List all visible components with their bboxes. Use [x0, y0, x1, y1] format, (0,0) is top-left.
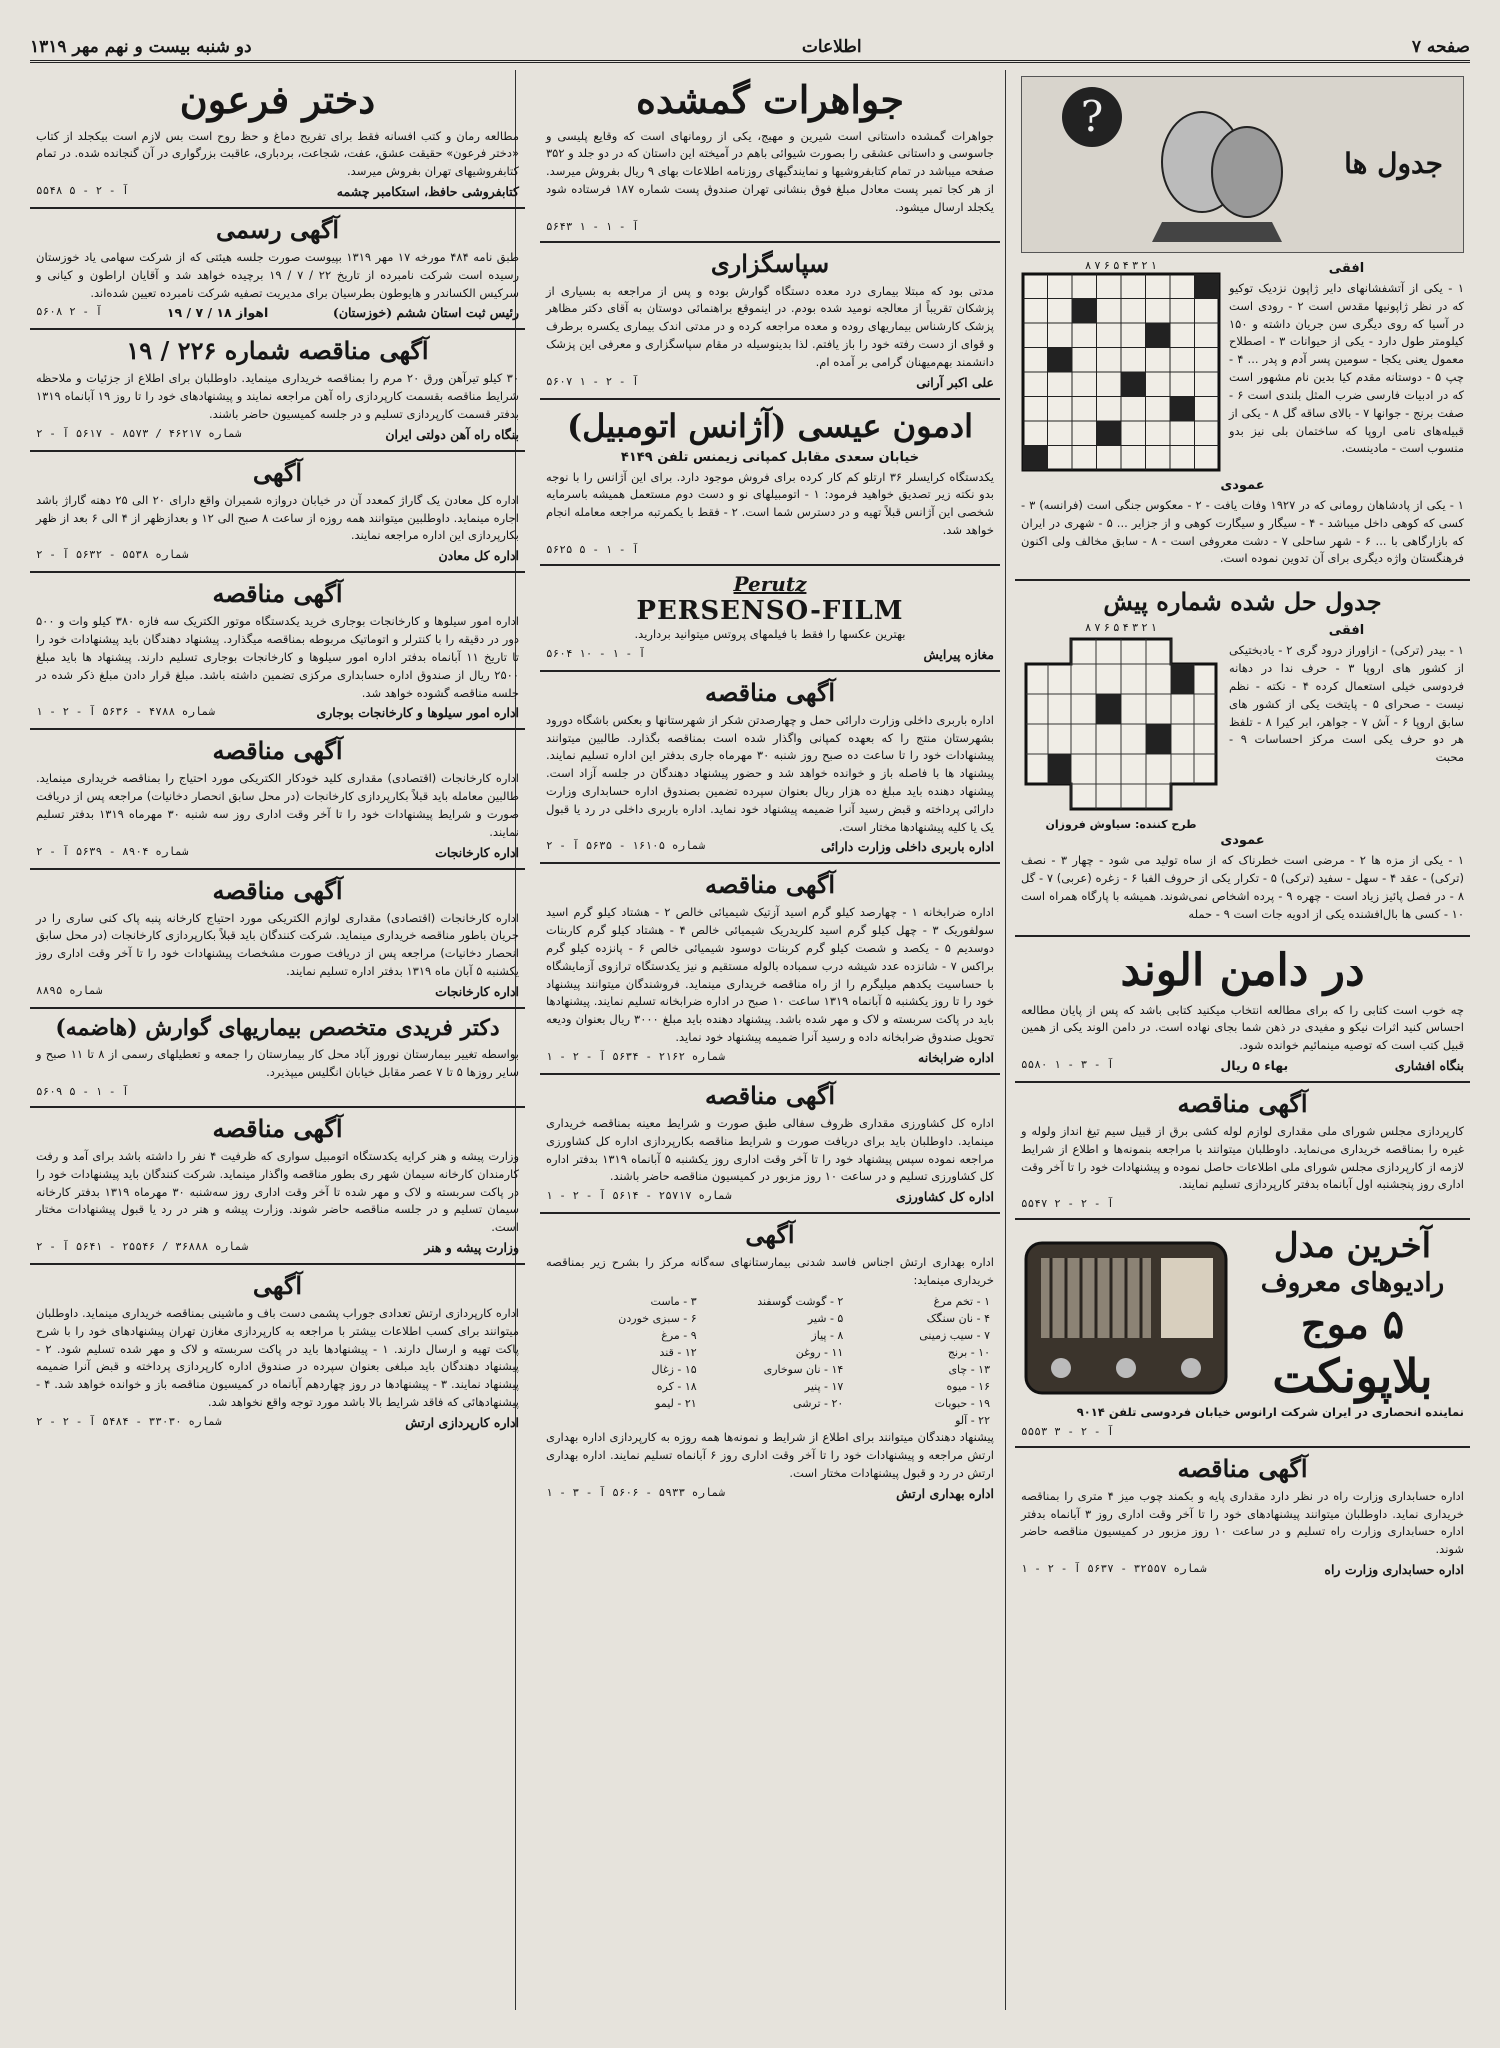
pharaoh-ad [30, 70, 525, 209]
army-procurement-code: شماره ۳۳۰۳۰ - ۵۴۸۴ آ - ۲ - ۲ [36, 1414, 222, 1428]
list-item: ۲۰ - ترشی [793, 1397, 844, 1411]
crossword-grid [1021, 272, 1221, 472]
official-notice-issuer: رئیس ثبت استان ششم (خوزستان) [332, 305, 519, 321]
trade-tender-issuer: وزارت پیشه و هنر [424, 1240, 519, 1255]
army-notice-ad [540, 1214, 1000, 1508]
grid-column-numbers: ۸ ۷ ۶ ۵ ۴ ۳ ۲ ۱ [1085, 259, 1157, 272]
persenso-logo: PERSENSO-FILM [636, 595, 904, 626]
solution-across: ۱ - بیدر (ترکی) - ازاوراز درود گری ۲ - یادبختیکی از کشور های اروپا ۳ - حرف ندا در دهانه فردوسی خیلی استعمال کرده ۴ - نکته - نظم نیست - صحرای ۵ - پایتخت یکی از کشور های سابق اروپا ۶ - آش ۷ - جواهر، ابر کیرا ۸ - تلفظ هر دو حرف یکی است مرکز احساسات ۹ - محبت [1229, 643, 1464, 765]
jewels-ad [540, 70, 1000, 243]
radio-line-1: آخرین مدل [1273, 1226, 1432, 1267]
list-item: ۱ - تخم مرغ [933, 1294, 990, 1308]
silo-tender-issuer: اداره امور سیلوها و کارخانجات بوجاری [316, 705, 519, 721]
agri-tender-title: آگهی مناقصه [704, 1080, 836, 1110]
army-procurement-issuer: اداره کارپردازی ارتش [405, 1414, 519, 1430]
mines-notice-title: آگهی [252, 457, 303, 487]
persenso-body: بهترین عکسها را فقط با فیلمهای پروتس میتوانید بردارید. [634, 626, 906, 641]
army-notice-issuer: اداره بهداری ارتش [896, 1485, 994, 1501]
mines-notice-ad [30, 452, 525, 573]
masthead [30, 34, 1470, 63]
official-notice-place: اهواز ۱۸ / ۷ / ۱۹ [166, 305, 269, 321]
radio-ad [1015, 1220, 1470, 1448]
thanks-signature: علی اکبر آرانی [916, 374, 994, 390]
radio-set-icon [1021, 1233, 1231, 1398]
list-item: ۱۷ - پنیر [804, 1379, 844, 1393]
mint-tender-issuer: اداره ضرابخانه [918, 1049, 994, 1065]
majlis-tender-ad [1015, 1083, 1470, 1220]
list-item: ۷ - سیب زمینی [919, 1328, 990, 1342]
factories-tender-issuer-1: اداره کارخانجات [435, 844, 519, 860]
list-item: ۶ - سبزی خوردن [618, 1311, 697, 1325]
jewels-body: جواهرات گمشده داستانی است شیرین و مهیج، یکی از رومانهای است که وقایع پلیسی و جاسوسی و داستانی عشقی را بصورت شیوائی باهم در آمیخته این داستان که در دو جلد و ۳۵۲ صفحه میباشد در تمام کتابفروشیها و نمایندگیهای روزنامه اطلاعات بهای ۹ ریال بفروش میرسد. از هر کجا تمبر پست معادل مبلغ فوق بنشانی تهران صندوق پست شماره ۱۸۷ فرستاده شود یکجلد ارسال میشود. [546, 128, 994, 214]
road-tender-ad [1015, 1448, 1470, 1585]
agri-tender-ad [540, 1075, 1000, 1214]
edmond-body: یکدستگاه کرایسلر ۳۶ ارتلو کم کار کرده برای فروش موجود دارد. برای این آژانس را با نوجه بدو نکته زیر تصدیق خواهید فرمود: ۱ - اتومبیلهای نو و دست دوم مستعمل همیشه باسرمایه شخصی این آژانس قبلاً تهیه و در دسترس شما است. ۲ - فقط با یکمرتبه مراجعه معامله انجام خواهد شد. [546, 469, 994, 538]
trade-tender-code: شماره ۳۶۸۸۸ / ۲۵۵۴۶ - ۵۶۴۱ آ - ۲ [36, 1240, 248, 1253]
persenso-ad [540, 566, 1000, 672]
majlis-tender-body: کارپردازی مجلس شورای ملی مقداری لوازم لوله کشی برق از قبیل سیم تیغ انداز ولوله و غیره را بمناقصه خریداری می‌نماید. داوطلبان میتوانند با مراجعه بنمونه‌ها و اطلاع از شرایط لازمه از کارپردازی مجلس شورای ملی اطلاعات حاصل نموده و پیشنهادات خود را تا آخر وقت اداری روز پنجشنبه اول آبانماه بدفتر کارپردازی تسلیم نمایند. [1021, 1123, 1464, 1192]
alvand-price: بهاء ۵ ریال [1220, 1057, 1289, 1073]
radio-brand: بلاپونکت [1272, 1348, 1433, 1403]
edmond-code: ۵۶۲۵ آ - ۱ - ۵ [546, 542, 639, 556]
mines-notice-code: شماره ۵۵۳۸ - ۵۶۳۲ آ - ۲ [36, 548, 189, 562]
list-item: ۲۲ - آلو [955, 1414, 990, 1428]
road-tender-code: شماره ۳۲۵۵۷ - ۵۶۳۷ آ - ۲ - ۱ [1021, 1562, 1207, 1576]
jewels-title: جواهرات گمشده [635, 77, 905, 122]
doctor-ad [30, 1009, 525, 1108]
army-procurement-ad [30, 1265, 525, 1438]
alvand-body: چه خوب است کتابی را که برای مطالعه انتخاب میکنید کتابی باشد که پس از پایان مطالعه احساس کنید اثرات نیکو و مفیدی در ذهن شما بجای نهاده است. در دامن الوند یکی از همین قبیل کتب است که توصیه مینمائیم خوانده شود. [1021, 1002, 1464, 1053]
trade-tender-body: وزارت پیشه و هنر کرایه یکدستگاه اتومبیل سواری که ظرفیت ۴ نفر را داشته باشد برای آمد و رفت کارمندان کارخانه سیمان شهر ری بطور مناقصه واگذار مینماید. شرکت کنندگان باید پیشنهادات خود را در پاکت سربسته و لاک و مهر شده تا آخر وقت اداری روز سه‌شنبه ۳۰ مهرماه ۱۳۱۹ بدفتر کارخانه سیمان تسلیم و در جلسه مناقصه حاضر شوند. وزارت پیشه و هنر در رد یا قبول پیشنهادات مختار است. [36, 1148, 520, 1235]
alvand-seller: بنگاه افشاری [1394, 1057, 1464, 1073]
army-procurement-title: آگهی [252, 1271, 303, 1300]
silo-tender-body: اداره امور سیلوها و کارخانجات بوجاری خرید یکدستگاه موتور الکتریک سه فازه ۳۸۰ کیلو وات و ۵۰۰ دور در دقیقه را با کنترلر و اتوماتیک مربوطه بمناقصه میگذارد. پیشنهاد دهندگان باید پیشنهادات خود را تا تاریخ ۱۱ آبانماه بدفتر اداره امور سیلوها و کارخانجات بوجاری تسلیم دارند. پیشنهاد ها باید مبلغ ۲۵۰۰ ریال از صندوق اداره حسابداری مرکزی تضمین داشته باشد. مبلغ قرار دادن مبلغ ذکر شده در جلسه مناقصه گشوده خواهد شد. [36, 614, 520, 700]
finance-tender-body: اداره باربری داخلی وزارت دارائی حمل و چهارصدتن شکر از شهرستانها و بعکس باشگاه دورود بشهرستان منتج را که بعهده کمپانی واگذار شده است بمناقصه بگذارد. طالبین میتوانند پیشنهادات خود را تا ساعت ده صبح روز شنبه ۳۰ مهرماه جاری بدفتر این اداره تسلیم نمایند. پیشنهاد ها با فاصله باز و خوانده خواهد شد و حضور پیشنهاد دهندگان در جلسه آزاد است. پیشنهاد دهنده باید مبلغ ده هزار ریال بعنوان سپرده تضمین بصندوق اداره حسابداری وزارت دارائی پرداخته و قبض رسید آنرا ضمیمه پیشنهاد خود نماید. اداره باربری داخلی در رد یا قبول یک یا کلیه پیشنهادها مختار است. [546, 712, 994, 834]
thanks-code: ۵۶۰۷ آ - ۲ - ۱ [546, 374, 639, 388]
list-item: ۱۶ - میوه [946, 1379, 990, 1393]
across-clues: ۱ - یکی از آتشفشانهای دایر ژاپون نزدیک توکیو که در نظر ژاپونیها مقدس است ۲ - رودی است در آسیا که روی دیگری سن جریان داشته و ۱۵۰ کیلومتر طول دارد - یکی از حیوانات ۳ - اصطلاح معمول یعنی یکجا - سومین پسر آدم و پدر ... ۴ - چپ ۵ - دوستانه مقدم کیا بدین نام مشهور است که در ادبیات فارسی ضرب المثل بلندی است ۶ - صفت برنج - جوانها ۷ - بالای ساقه گل ۸ - یکی از قبیله‌های نامی اروپا که ساختمان بلی نیز بدو منسوب است - مادینست. [1229, 281, 1465, 456]
left-column [30, 70, 525, 1438]
factories-tender-ad-1 [30, 730, 525, 869]
pharaoh-seller: کتابفروشی حافظ، استکامبر چشمه [336, 183, 519, 199]
finance-tender-issuer: اداره باربری داخلی وزارت دارائی [820, 839, 994, 855]
silo-tender-code: شماره ۴۷۸۸ - ۵۶۳۶ آ - ۲ - ۱ [36, 705, 215, 719]
mint-tender-title: آگهی مناقصه [704, 870, 836, 900]
army-procurement-body: اداره کارپردازی ارتش تعدادی جوراب پشمی دست باف و ماشینی بمناقصه خریداری مینماید. داوطلبان میتوانند برای کسب اطلاعات بیشتر با مراجعه به کارپردازی مغازن تهران پیشنهادهای خود را با شرح پاکت تهیه و ارسال دارند. ۱ - پیشنهادها باید در پاکت سربسته و لاک و مهر شده تسلیم شود. ۲ - پیشنهاد دهندگان باید مبلغی بعنوان سپرده در صندوق اداره کارپردازی پرداخته و قبض آنرا ضمیمه پیشنهاد نمایند. ۳ - پیشنهادها در روز چهاردهم آبانماه در کمیسیون مناقصه باز و خوانده خواهد شد. ۴ - پیشنهادهائی که فاقد شرایط بالا باشد مورد توجه واقع نخواهد شد. [36, 1306, 519, 1410]
page-number: صفحه ۷ [1411, 37, 1470, 57]
across-heading: افقی [1328, 261, 1365, 276]
factories-tender-code-2: شماره ۸۸۹۵ [36, 983, 103, 997]
agri-tender-issuer: اداره کل کشاورزی [895, 1189, 994, 1205]
army-notice-code: شماره ۵۹۳۳ - ۵۶۰۶ آ - ۳ - ۱ [546, 1485, 725, 1499]
rail-tender-code: شماره ۴۶۲۱۷ / ۸۵۷۳ - ۵۶۱۷ آ - ۲ [36, 426, 242, 440]
rail-tender-ad [30, 330, 525, 451]
list-item: ۳ - ماست [650, 1294, 697, 1308]
official-notice-ad [30, 209, 525, 330]
list-item: ۹ - مرغ [661, 1328, 697, 1342]
solution-down-heading: عمودی [1220, 833, 1265, 849]
solution-across-heading: افقی [1328, 623, 1365, 639]
solution-down: ۱ - یکی از مزه ها ۲ - مرضی است خطرناک که از ساه تولید می شود - چهار ۳ - نصف (ترکی) - عقد ۴ - سهل - سفید (ترکی) ۵ - تکرار یکی از حروف الفبا ۶ - زغره (عربی) ۷ - گل ۸ - در فصل پائیز زیاد است - چهره ۹ - پرده اشخاص نمی‌شوند. همیشه با پارگاه همراه است ۱۰ - کسی ها بال‌افشنده یکی از ادویه جات است ۹ - حمله [1021, 853, 1464, 921]
solution-grid-column-numbers: ۸ ۷ ۶ ۵ ۴ ۳ ۲ ۱ [1085, 621, 1157, 635]
radio-agent: نماینده انحصاری در ایران شرکت ارانوس خیابان فردوسی تلفن ۹۰۱۴ [1076, 1404, 1464, 1419]
thanks-body: مدتی بود که مبتلا بیماری درد معده دستگاه گوارش بوده و پس از مراجعه به بسیاری از پزشکان تقریباً از معالجه نومید شده بودم. در اینموقع براهنمائی دوستان به آقای دکتر مظاهر پزشک کارشناس بیماریهای روده و معده مراجعه کرده و در مدتی اندک بیماری یکسره برطرف و قوای از دست رفته خود را باز یافتم. لذا بدینوسیله در مقام سپاسگزاری و معرفی این پزشک دانشمند بهم‌میهنان گرامی بر آمده ام. [546, 283, 994, 369]
finance-tender-code: شماره ۱۶۱۰۵ - ۵۶۳۵ آ - ۲ [546, 839, 705, 853]
down-heading: عمودی [1220, 478, 1265, 493]
pharaoh-code: ۵۵۴۸ آ - ۲ - ۵ [36, 183, 129, 197]
list-item: ۱۵ - زغال [651, 1362, 697, 1376]
thanks-ad [540, 243, 1000, 400]
rail-tender-title: آگهی مناقصه شماره ۲۲۶ / ۱۹ [126, 336, 429, 366]
list-item: ۵ - شیر [807, 1311, 844, 1325]
doctor-code: ۵۶۰۹ آ - ۱ - ۵ [36, 1084, 129, 1098]
crossword-section [1015, 70, 1470, 581]
trade-tender-title: آگهی مناقصه [212, 1113, 343, 1143]
factories-tender-issuer-2: اداره کارخانجات [435, 983, 519, 999]
jewels-code: ۵۶۴۳ آ - ۱ - ۱ [546, 219, 639, 233]
list-item: ۱۰ - برنج [947, 1345, 990, 1359]
factories-tender-code-1: شماره ۸۹۰۴ - ۵۶۳۹ آ - ۲ [36, 844, 189, 858]
radio-code: ۵۵۵۳ آ - ۲ - ۳ [1021, 1424, 1114, 1438]
solution-title: جدول حل شده شماره پیش [1103, 587, 1382, 617]
official-notice-title: آگهی رسمی [215, 214, 340, 244]
official-notice-body: طبق نامه ۴۸۴ مورخه ۱۷ مهر ۱۳۱۹ بپیوست صورت جلسه هیئتی که از شرکت سهامی یاد خوزستان رسیده است شرکت نامبرده از تاریخ ۲۲ / ۷ / ۱۹ برچیده خواهد شد و آقایان اراطون و کیانی و سرکیس الکساندر و هایوطون بطرسیان برای مدیریت تصفیه شرکت نامبرده تعیین شده‌اند. [36, 249, 520, 300]
edmond-title: ادمون عیسی (آژانس اتومبیل) [567, 406, 973, 445]
army-items-list [546, 1293, 994, 1429]
agri-tender-body: اداره کل کشاورزی مقداری ظروف سفالی طبق صورت و شرایط معینه بمناقصه خریداری مینماید. داوطلبان باید برای دریافت صورت و شرایط مناقصه بکارپردازی اداره کل کشاورزی مراجعه نموده سپس پیشنهاد خود را تا آخر وقت اداری روز یکشنبه ۵ آبانماه ۱۳۱۹ بدفتر اداره کل کشاورزی تسلیم و در ساعت ۱۰ روز مزبور در کمیسیون مناقصه حاضر باشند. [546, 1115, 994, 1184]
crossword-illustration [1021, 76, 1464, 253]
silo-tender-title: آگهی مناقصه [212, 579, 343, 609]
crossword-title: جدول ها [1344, 147, 1443, 180]
pharaoh-title: دختر فرعون [179, 77, 376, 122]
column-divider [1005, 70, 1006, 2010]
list-item: ۱۹ - حبوبات [934, 1397, 990, 1411]
factories-tender-ad-2 [30, 870, 525, 1009]
newspaper-name: اطلاعات [801, 37, 862, 57]
middle-column [540, 70, 1000, 1509]
road-tender-issuer: اداره حسابداری وزارت راه [1324, 1562, 1464, 1578]
factories-tender-body-2: اداره کارخانجات (اقتصادی) مقداری لوازم الکتریکی مورد احتیاج کارخانه پنبه پاک کنی ساری را در جریان باطور مناقصه خریداری مینماید. شرکت کنندگان باید قبلاً بکارپردازی کارخانجات (در محل سابق انحصار دخانیات) مراجعه پس از دریافت صورت مشخصات پیشنهادات خود را تا آخر وقت اداری روز یکشنبه ۵ آبان ماه ۱۳۱۹ بدفتر اداره تسلیم نمایند. [36, 910, 519, 978]
factories-tender-title-1: آگهی مناقصه [212, 736, 343, 766]
solution-credit: طرح کننده: سیاوش فروزان [1045, 818, 1197, 832]
list-item: ۱۱ - روغن [795, 1345, 844, 1359]
agri-tender-code: شماره ۲۵۷۱۷ - ۵۶۱۴ آ - ۲ - ۱ [546, 1189, 732, 1203]
list-item: ۲ - گوشت گوسفند [757, 1294, 844, 1308]
list-item: ۴ - نان سنگک [926, 1311, 990, 1325]
trade-tender-ad [30, 1108, 525, 1265]
radio-line-2: رادیوهای معروف [1260, 1267, 1445, 1298]
list-item: ۱۲ - قند [659, 1345, 697, 1359]
majlis-tender-code: ۵۵۴۷ آ - ۲ - ۲ [1021, 1197, 1114, 1211]
persenso-shop: مغازه پیرایش [923, 646, 994, 662]
majlis-tender-title: آگهی مناقصه [1177, 1088, 1308, 1118]
rail-tender-issuer: بنگاه راه آهن دولتی ایران [385, 426, 519, 442]
silo-tender-ad [30, 573, 525, 730]
alvand-title: در دامن الوند [1120, 944, 1365, 996]
list-item: ۱۴ - نان سوخاری [763, 1362, 844, 1376]
official-notice-code: ۵۶۰۸ آ - ۲ [36, 305, 103, 319]
right-column [1015, 70, 1470, 1585]
mint-tender-code: شماره ۲۱۶۲ - ۵۶۳۴ آ - ۲ - ۱ [546, 1049, 725, 1063]
list-item: ۱۸ - کره [656, 1379, 697, 1393]
list-item: ۸ - پیاز [811, 1328, 844, 1342]
persenso-code: ۵۶۰۴ آ - ۱ - ۱۰ [546, 646, 646, 660]
army-notice-title: آگهی [745, 1220, 795, 1250]
army-notice-body: اداره بهداری ارتش اجناس فاسد شدنی بیمارستانهای سه‌گانه مرکز را بشرح زیر بمناقصه خریداری مینماید: [546, 1255, 994, 1287]
rail-tender-body: ۳۰ کیلو تیرآهن ورق ۲۰ مرم را بمناقصه خریداری مینماید. داوطلبان برای اطلاع از جزئیات و ملاحظه شرایط مناقصه بقسمت کارپردازی راه آهن مراجعه نمایند و پیشنهادهای خود را تا روز ۱۹ آبانماه ۱۳۱۹ بدفتر قسمت کارپردازی تسلیم و در جلسه کمیسیون حاضر باشند. [36, 371, 520, 421]
pharaoh-body: مطالعه رمان و کتب افسانه فقط برای تفریح دماغ و حظ روح است بس لازم است بیکجلد از کتاب «دختر فرعون» حقیقت عشق، عفت، شجاعت، بردباری، عاقبت بزرگواری در آن گنجانده شده. در تمام کتابفروشیهای تهران بفروش میرسد. [36, 128, 519, 179]
finance-tender-title: آگهی مناقصه [704, 677, 836, 707]
solution-section [1015, 581, 1470, 936]
factories-tender-title-2: آگهی مناقصه [212, 875, 343, 905]
edmond-ad [540, 400, 1000, 566]
mines-notice-body: اداره کل معادن یک گاراژ کمعدد آن در خیابان دروازه شمیران واقع دارای ۲۰ الی ۲۵ دهنه گاراژ باشد اجاره مینماید. داوطلبین میتوانند همه روزه از ساعت ۸ صبح الی ۱۲ و بعدازظهر از ۴ الی ۶ بعد از ظهر بکارپردازی این اداره مراجعه نمایند. [36, 492, 519, 543]
finance-tender-ad [540, 672, 1000, 865]
list-item: ۲۱ - لیمو [655, 1397, 697, 1411]
radio-line-3: ۵ موج [1300, 1300, 1405, 1348]
down-clues: ۱ - یکی از پادشاهان رومانی که در ۱۹۲۷ وفات یافت - ۲ - معکوس جنگی است (فرانسه) ۳ - کسی که کوهی داخل میباشد - ۴ - سیگار و سیگارت کوهی و از جزایر ... ۵ - شهری در ایران که بازارگاهی با ... ۶ - شهر ساحلی ۷ - دشت معروفی است - ۸ - سابق مخالف ولی اکنون فرهنگستان واژه دیگری برای آن تدوین نموده است. [1021, 498, 1464, 566]
issue-date: دو شنبه بیست و نهم مهر ۱۳۱۹ [30, 37, 252, 57]
doctor-body: بواسطه تغییر بیمارستان نوروز آباد محل کار بیمارستان را جمعه و تعطیلهای رسمی از ۸ تا ۱۱ صبح و سایر روزها ۵ تا ۷ عصر مقابل خیابان انگلیس میپذیرد. [36, 1047, 519, 1080]
thanks-title: سپاسگزاری [710, 248, 830, 278]
solution-grid [1021, 634, 1221, 814]
edmond-address: خیابان سعدی مقابل کمپانی زیمنس تلفن ۴۱۴۹ [620, 449, 920, 465]
perutz-logo: Perutz [733, 571, 807, 596]
alvand-ad [1015, 937, 1470, 1083]
army-notice-body-2: پیشنهاد دهندگان میتوانند برای اطلاع از شرایط و نمونه‌ها همه روزه به کارپردازی اداره بهداری ارتش مراجعه و پیشنهادات خود را تا آخر وقت اداری روز ۶ آبانماه تسلیم نمایند. اداره بهداری ارتش در رد و قبول پیشنهادات مختار است. [546, 1430, 994, 1480]
road-tender-body: اداره حسابداری وزارت راه در نظر دارد مقداری پایه و بکمند چوب میز ۴ متری را بمناقصه خریداری نماید. داوطلبان میتوانند پیشنهادهای خود را تا آخر وقت اداری روز ۳ آبانماه بدفتر اداره حسابداری وزارت راه تسلیم و در ساعت ۱۰ روز مزبور در کمیسیون مناقصه حاضر شوند. [1021, 1488, 1465, 1557]
mint-tender-ad [540, 864, 1000, 1075]
alvand-code: ۵۵۸۰ آ - ۳ - ۱ [1021, 1057, 1114, 1071]
question-mark-icon: ? [1062, 87, 1122, 147]
doctor-title: دکتر فریدی متخصص بیماریهای گوارش (هاضمه) [55, 1014, 500, 1041]
mines-notice-issuer: اداره کل معادن [438, 548, 519, 564]
road-tender-title: آگهی مناقصه [1177, 1453, 1308, 1483]
thinking-people-icon [1142, 92, 1292, 242]
mint-tender-body: اداره ضرابخانه ۱ - چهارصد کیلو گرم اسید آزتیک شیمیائی خالص ۲ - هشتاد کیلو گرم اسید سولفوریک ۳ - چهل کیلو گرم اسید کلریدریک شیمیائی خالص ۴ - هشتاد کیلو گرم کاربنات دوسدیم ۵ - یکصد و شصت کیلو گرم کربنات دوسود شیمیائی خالص ۶ - پانزده کیلو گرم براکس ۷ - شانزده عدد شیشه درب سمباده بالوله مستقیم و نیز یکدستگاه ترازوی آزمایشگاه با حساسیت یکدهم میلیگرم را از راه مناقصه خریداری مینماید. فروشندگان میتوانند پیشنهاد خود را تا روز یکشنبه ۵ آبانماه ۱۳۱۹ ساعت ۱۰ صبح در اداره ضرابخانه تسلیم نمایند. پیشنهادها باید در پاکت سربسته و لاک و مهر شده باشد. پیشنهاد دهنده باید مبلغ ۳۰۰۰ ریال بعنوان ودیعه تحویل صندوق ضرابخانه داده و رسید آنرا ضمیمه پیشنهاد خود نماید. [546, 905, 995, 1045]
list-item: ۱۳ - چای [948, 1362, 990, 1376]
factories-tender-body-1: اداره کارخانجات (اقتصادی) مقداری کلید خودکار الکتریکی مورد احتیاج را بمناقصه خریداری مینماید. طالبین معامله باید قبلاً بکارپردازی کارخانجات (در محل سابق انحصار دخانیات) مراجعه پس از دریافت صورت و شرایط پیشنهادات خود را تا آخر وقت اداری روز سه شنبه ۳۰ مهرماه ۱۳۱۹ بدفتر تسلیم نمایند. [36, 771, 519, 839]
